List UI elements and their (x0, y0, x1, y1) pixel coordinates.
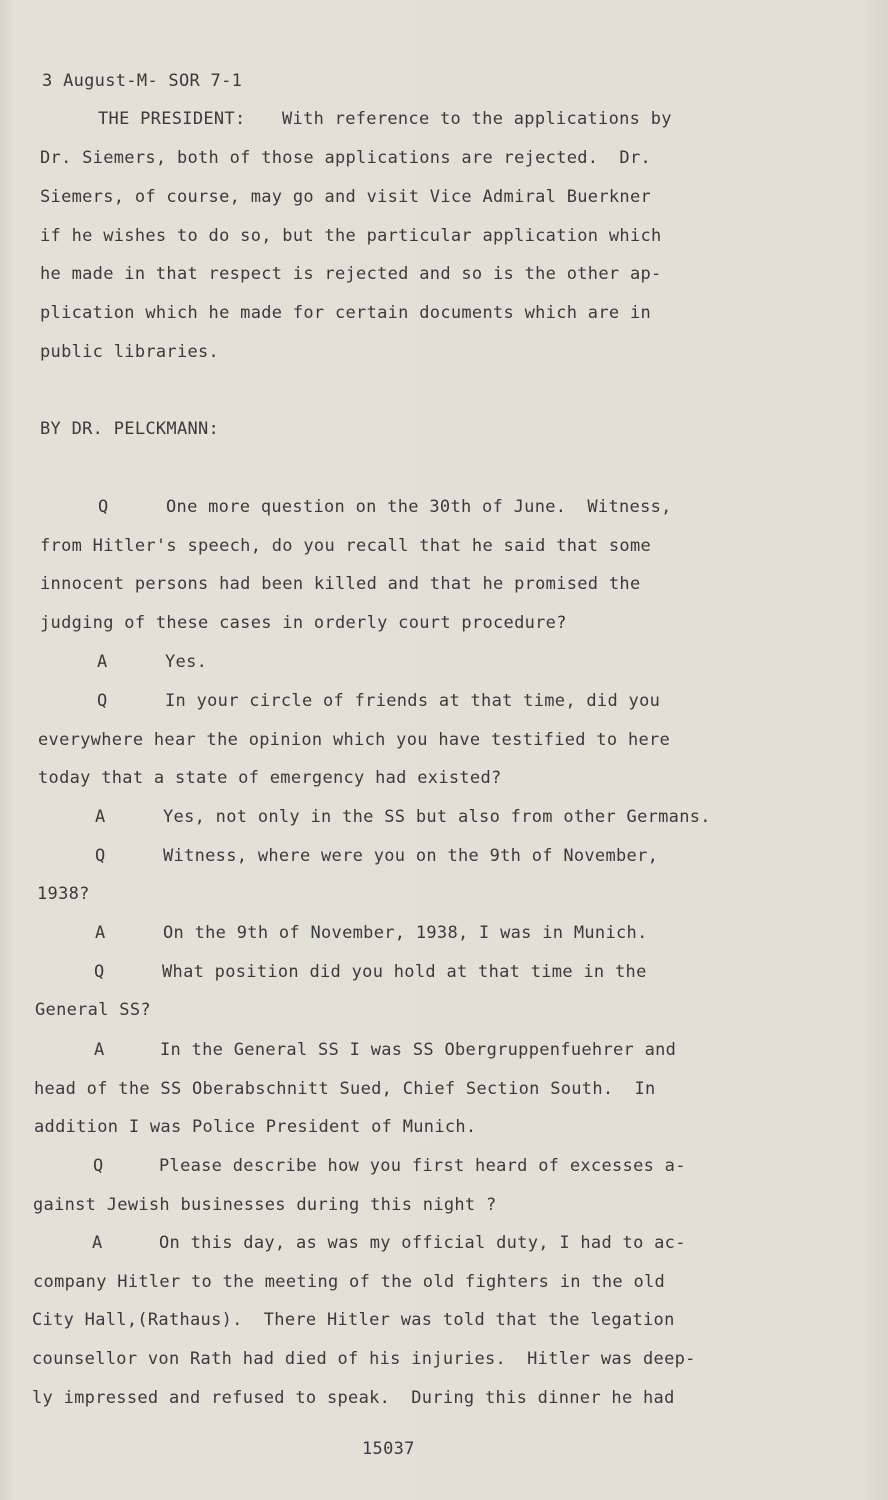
page-number: 15037 (362, 1439, 415, 1459)
qa-line: Please describe how you first heard of excesses a- (159, 1156, 686, 1176)
president-line: Siemers, of course, may go and visit Vice Admiral Buerkner (40, 187, 652, 207)
q-label: Q (98, 497, 109, 517)
a-label: A (92, 1233, 103, 1253)
qa-line: Yes. (165, 652, 208, 672)
q-label: Q (93, 1156, 104, 1176)
qa-line: head of the SS Oberabschnitt Sued, Chief Section South. In (34, 1079, 656, 1099)
president-line: he made in that respect is rejected and so is the other ap- (40, 264, 662, 284)
qa-line: On this day, as was my official duty, I had to ac- (159, 1233, 686, 1253)
qa-line: counsellor von Rath had died of his injuries. Hitler was deep- (32, 1349, 696, 1369)
qa-line: City Hall,(Rathaus). There Hitler was told that the legation (32, 1310, 675, 1330)
qa-line: ly impressed and refused to speak. During this dinner he had (32, 1388, 675, 1408)
qa-line: addition I was Police President of Munich. (34, 1117, 477, 1137)
qa-line: 1938? (37, 884, 90, 904)
a-label: A (95, 923, 106, 943)
president-line: Dr. Siemers, both of those applications are rejected. Dr. (40, 148, 652, 168)
president-line: With reference to the applications by (282, 109, 672, 129)
qa-line: company Hitler to the meeting of the old fighters in the old (33, 1272, 666, 1292)
president-line: if he wishes to do so, but the particular application which (40, 226, 662, 246)
examiner-heading: BY DR. PELCKMANN: (40, 419, 220, 439)
qa-line: One more question on the 30th of June. Witness, (166, 497, 672, 517)
page-header: 3 August-M- SOR 7-1 (42, 71, 243, 91)
q-label: Q (97, 691, 108, 711)
qa-line: from Hitler's speech, do you recall that he said that some (40, 536, 652, 556)
q-label: Q (95, 846, 106, 866)
qa-line: innocent persons had been killed and that he promised the (40, 574, 641, 594)
qa-line: everywhere hear the opinion which you have testified to here (38, 730, 671, 750)
qa-line: General SS? (35, 1000, 151, 1020)
president-line: public libraries. (40, 342, 220, 362)
a-label: A (95, 807, 106, 827)
qa-line: In the General SS I was SS Obergruppenfuehrer and (160, 1040, 677, 1060)
a-label: A (97, 652, 108, 672)
president-line: plication which he made for certain documents which are in (40, 303, 652, 323)
qa-line: judging of these cases in orderly court procedure? (40, 613, 567, 633)
qa-line: today that a state of emergency had existed? (38, 768, 502, 788)
q-label: Q (94, 962, 105, 982)
qa-line: On the 9th of November, 1938, I was in Munich. (163, 923, 648, 943)
qa-line: In your circle of friends at that time, did you (165, 691, 661, 711)
qa-line: gainst Jewish businesses during this night ? (33, 1195, 497, 1215)
qa-line: Yes, not only in the SS but also from other Germans. (163, 807, 711, 827)
speaker-label: THE PRESIDENT: (98, 109, 246, 129)
qa-line: Witness, where were you on the 9th of November, (163, 846, 659, 866)
qa-line: What position did you hold at that time in the (162, 962, 647, 982)
a-label: A (94, 1040, 105, 1060)
